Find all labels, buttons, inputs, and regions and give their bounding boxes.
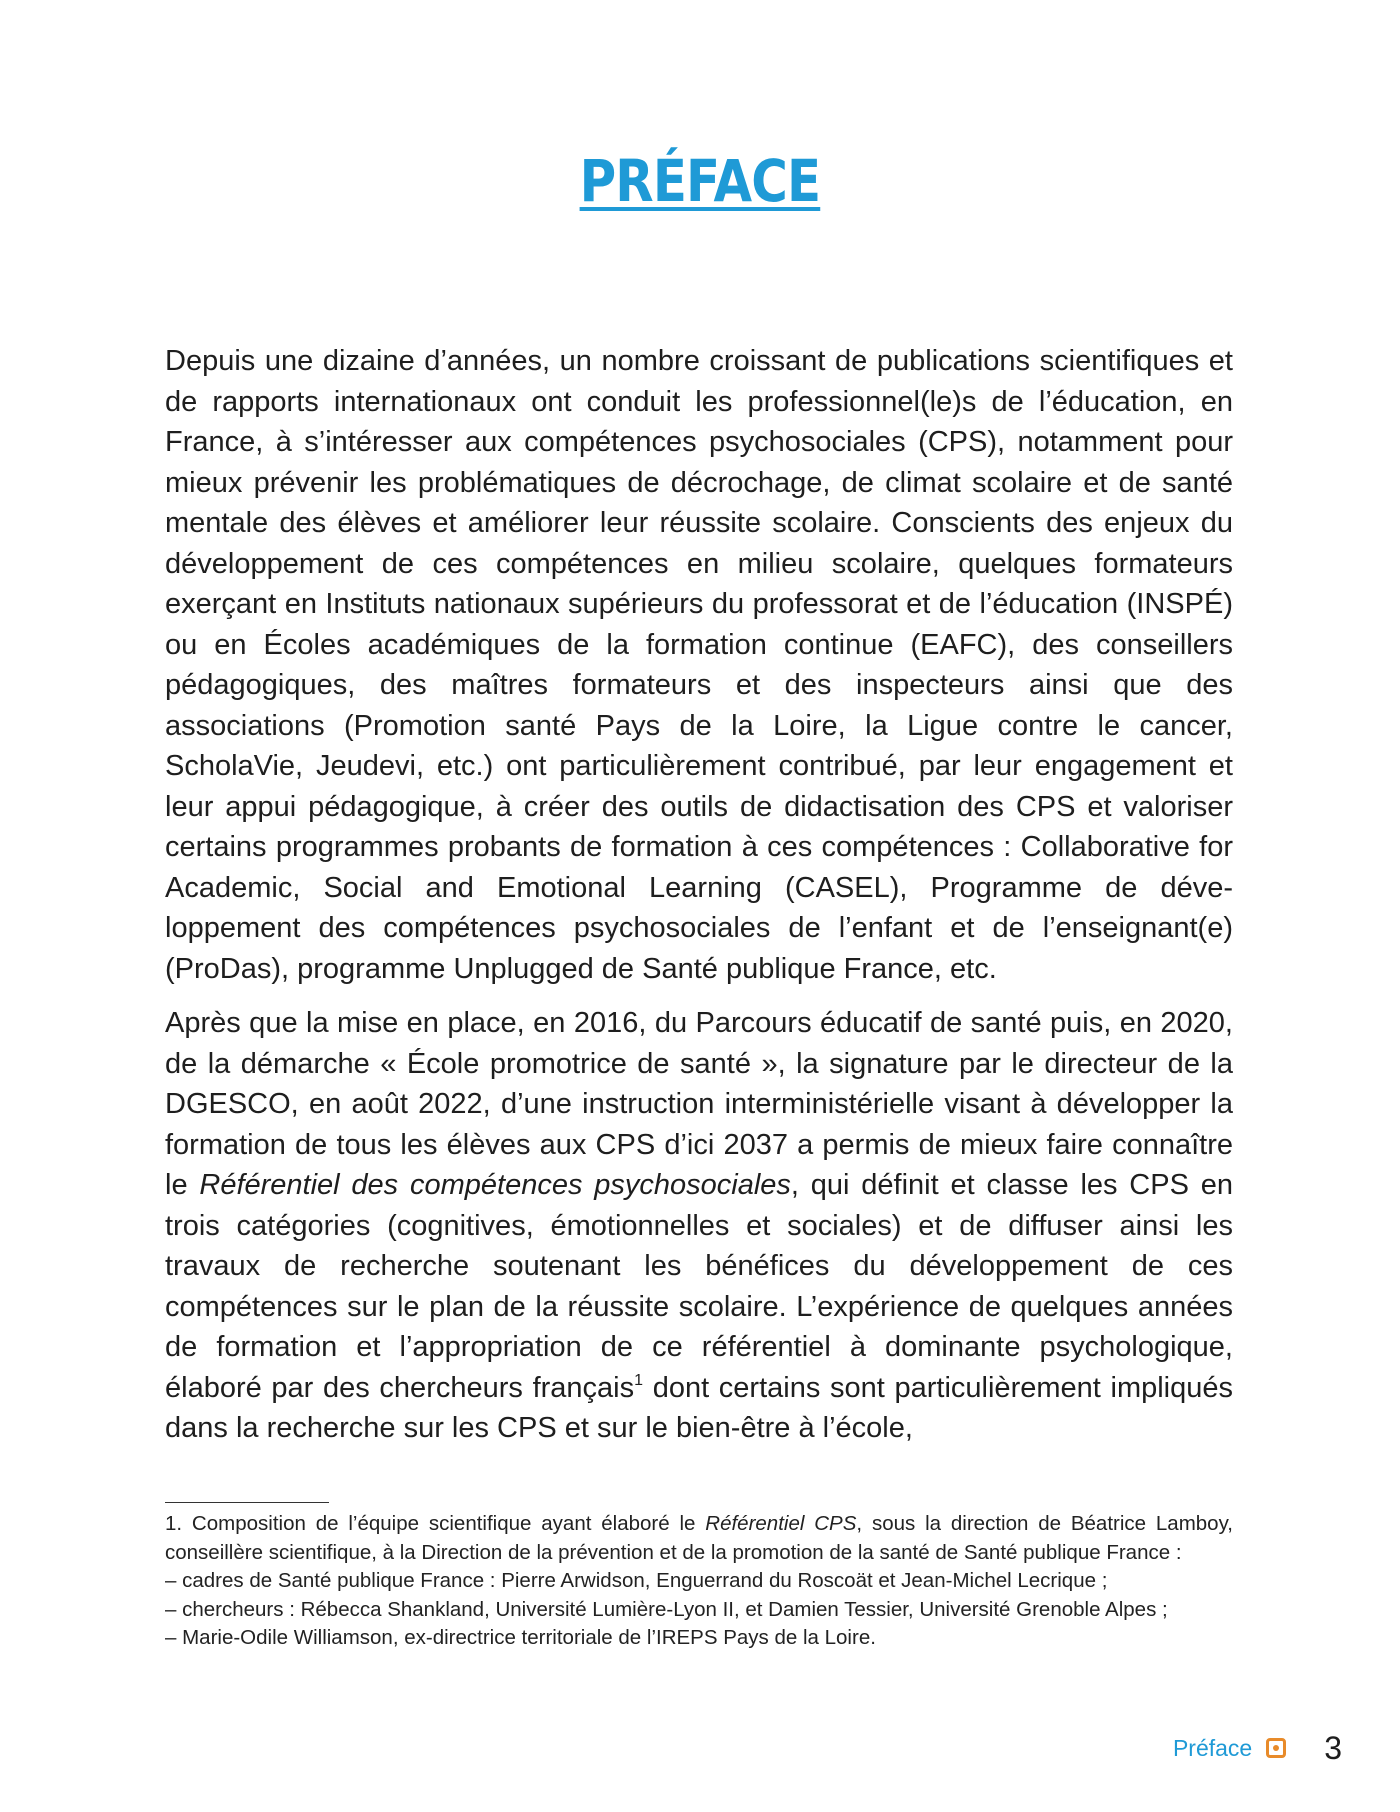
footnote-item: – chercheurs : Rébecca Shankland, Université Lumière-Lyon II, et Damien Tessier, Université Grenoble Alpes ; [165,1597,1168,1621]
paragraph-2-part-2: , qui définit et classe les CPS en trois catégories (cognitives, émotionnelles et sociales) et de diffuser ainsi les travaux de recherche soutenant les bénéfices du développement de ces compétences sur le plan de la réussite scolaire. L’expérience de quelques années de formation et l’appropriation de ce référentiel à dominante psychologique, élaboré par des chercheurs français [165,1169,1233,1404]
footnote-italic-title: Référentiel CPS [705,1512,857,1535]
page-title [0,147,1400,215]
footnote-intro-part-1: 1. Composition de l’équipe scientifique ayant élaboré le [165,1512,706,1535]
paragraph-2-part-3: dont certains sont particulièrement impliqués dans la recherche sur les CPS et sur le bien-être à l’école, [165,1371,1233,1444]
footnotes [165,1510,1233,1653]
paragraph-1: Depuis une dizaine d’années, un nombre croissant de publications scientifiques et de rapports internationaux ont conduit les professionnel(le)s de l’éducation, en France, à s’intéresser aux compétences psychosociales (CPS), notamment pour mieux prévenir les problématiques de décrochage, de climat scolaire et de santé mentale des élèves et améliorer leur réussite scolaire. Conscients des enjeux du développement de ces compétences en milieu scolaire, quelques formateurs exerçant en Instituts nationaux supérieurs du professorat et de l’éducation (INSPÉ) ou en Écoles académiques de la formation continue (EAFC), des conseillers pédagogiques, des maîtres formateurs et des inspecteurs ainsi que des associations (Promotion santé Pays de la Loire, la Ligue contre le cancer, ScholaVie, Jeudevi, etc.) ont particulièrement contribué, par leur engagement et leur appui pédagogique, à créer des outils de didactisation des CPS et valoriser certains programmes probants de formation à ces compétences : Collaborative for Academic, Social and Emotional Learning (CASEL), Programme de développement des compétences psychosociales de l’enfant et de l’enseignant(e) (ProDas), programme Unplugged de Santé publique France, etc. [165,345,1233,985]
footer-section-label: Préface [1172,1734,1253,1761]
paragraph-2 [165,1003,1233,1449]
paragraph-2-part-1: Après que la mise en place, en 2016, du Parcours éducatif de santé puis, en 2020, de la démarche « École promotrice de santé », la signature par le directeur de la DGESCO, en août 2022, d’une instruction interministérielle visant à développer la formation de tous les élèves aux CPS d’ici 2037 a permis de mieux faire connaître le [165,1007,1233,1201]
footnote-item: – Marie-Odile Williamson, ex-directrice territoriale de l’IREPS Pays de la Loire. [165,1626,876,1649]
footnote-intro [165,1510,1233,1567]
footnote-item: – cadres de Santé publique France : Pierre Arwidson, Enguerrand du Roscoät et Jean-Michel Lecrique ; [165,1569,1108,1592]
orange-square-dot-icon [1266,1738,1286,1758]
footnote-divider [165,1502,329,1503]
page-number: 3 [1324,1729,1342,1766]
footnote-reference: 1 [634,1371,644,1389]
footnote-list [165,1567,1233,1653]
page-title-text: PRÉFACE [579,147,821,215]
page-footer [1173,1726,1342,1770]
footnote-intro-part-2: , sous la direction de Béatrice Lamboy, conseillère scientifique, à la Direction de la prévention et de la promotion de la santé de Santé publique France : [165,1512,1234,1564]
body-text [165,341,1233,1449]
referentiel-title: Référentiel des compétences psychosociales [199,1169,791,1201]
